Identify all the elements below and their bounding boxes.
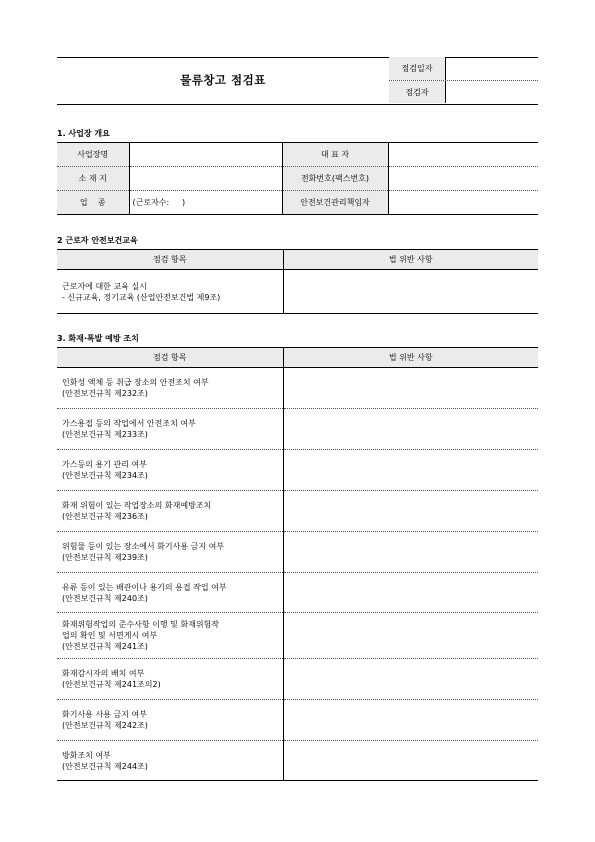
check-item-line: (안전보건규칙 제241조) xyxy=(62,642,148,651)
violation-field[interactable] xyxy=(283,741,538,781)
check-item-line: 업의 확인 및 서면게시 여부 xyxy=(62,631,158,640)
table-row xyxy=(57,491,538,532)
table-header-row xyxy=(57,348,538,368)
column-header-item: 점검 항목 xyxy=(57,348,283,368)
section1-title: 1. 사업장 개요 xyxy=(57,129,110,138)
check-item xyxy=(57,659,283,700)
table-row xyxy=(57,532,538,573)
inspector-field[interactable] xyxy=(446,81,538,103)
table-row xyxy=(57,659,538,700)
representative-label: 대 표 자 xyxy=(282,143,388,167)
violation-field[interactable] xyxy=(283,491,538,532)
check-item xyxy=(57,368,283,409)
fire-prevention-checklist-table xyxy=(57,347,538,781)
table-row xyxy=(57,613,538,659)
violation-field[interactable] xyxy=(283,409,538,450)
check-item-line: 가스용접 등의 작업에서 안전조치 여부 xyxy=(62,419,196,428)
phone-fax-field[interactable] xyxy=(388,167,538,191)
check-item-line: 방화조치 여부 xyxy=(62,750,111,760)
location-field[interactable] xyxy=(129,167,282,191)
check-item xyxy=(57,613,283,659)
check-item xyxy=(57,573,283,613)
check-item-line: 화재감시자의 배치 여부 xyxy=(62,669,145,678)
check-item-line: (안전보건규칙 제232조) xyxy=(62,389,148,398)
check-item xyxy=(57,491,283,532)
workplace-overview-table xyxy=(57,142,538,215)
table-row xyxy=(57,409,538,450)
table-row xyxy=(57,368,538,409)
column-header-violation: 법 위반 사항 xyxy=(283,348,538,368)
check-item-line: (안전보건규칙 제244조) xyxy=(62,761,148,771)
phone-fax-label: 전화번호(팩스번호) xyxy=(282,167,388,191)
workplace-name-field[interactable] xyxy=(129,143,282,167)
industry-field[interactable]: (근로자수: ) xyxy=(129,191,282,215)
table-row xyxy=(57,450,538,491)
check-item-line: 위험물 등이 있는 장소에서 화기사용 금지 여부 xyxy=(62,542,225,551)
violation-field[interactable] xyxy=(283,613,538,659)
check-item xyxy=(57,409,283,450)
inspection-date-field[interactable] xyxy=(446,57,538,80)
table-row xyxy=(57,573,538,613)
check-item-line: (안전보건규칙 제234조) xyxy=(62,471,148,480)
location-label: 소 재 지 xyxy=(57,167,129,191)
column-header-item: 점검 항목 xyxy=(57,250,283,270)
check-item-line: 근로자에 대한 교육 실시 xyxy=(62,281,147,291)
check-item-line: (안전보건규칙 제240조) xyxy=(62,593,148,603)
check-item-line: 화재 위험이 있는 작업장소의 화재예방조치 xyxy=(62,501,212,510)
inspector-label: 점검자 xyxy=(389,81,445,103)
check-item xyxy=(57,700,283,741)
violation-field[interactable] xyxy=(283,532,538,573)
check-item xyxy=(57,741,283,781)
section2-title: 2 근로자 안전보건교육 xyxy=(57,236,138,245)
table-row xyxy=(57,143,538,167)
table-row xyxy=(57,167,538,191)
workplace-name-label: 사업장명 xyxy=(57,143,129,167)
check-item xyxy=(57,532,283,573)
table-row xyxy=(57,741,538,781)
check-item-line: - 신규교육, 정기교육 (산업안전보건법 제9조) xyxy=(62,292,221,302)
check-item xyxy=(57,270,283,314)
table-row xyxy=(57,191,538,215)
industry-label: 업 종 xyxy=(57,191,129,215)
table-row xyxy=(57,270,538,314)
check-item-line: (안전보건규칙 제242조) xyxy=(62,721,148,730)
safety-manager-label: 안전보건관리책임자 xyxy=(282,191,388,215)
violation-field[interactable] xyxy=(283,573,538,613)
violation-field[interactable] xyxy=(283,700,538,741)
inspection-date-label: 점검일자 xyxy=(389,57,445,80)
representative-field[interactable] xyxy=(388,143,538,167)
check-item xyxy=(57,450,283,491)
table-header-row xyxy=(57,250,538,270)
violation-field[interactable] xyxy=(283,450,538,491)
check-item-line: (안전보건규칙 제239조) xyxy=(62,553,148,562)
violation-field[interactable] xyxy=(283,270,538,314)
violation-field[interactable] xyxy=(283,368,538,409)
check-item-line: (안전보건규칙 제233조) xyxy=(62,430,148,439)
check-item-line: 화재위험작업의 준수사항 이행 및 화재위험작 xyxy=(62,620,220,629)
safety-manager-field[interactable] xyxy=(388,191,538,215)
check-item-line: 화기사용 사용 금지 여부 xyxy=(62,710,147,719)
page-title: 물류창고 점검표 xyxy=(180,73,266,87)
check-item-line: (안전보건규칙 제241조의2) xyxy=(62,680,161,689)
check-item-line: 유류 등이 있는 배관이나 용기의 용접 작업 여부 xyxy=(62,582,227,592)
violation-field[interactable] xyxy=(283,659,538,700)
check-item-line: 가스등의 용기 관리 여부 xyxy=(62,460,147,469)
column-header-violation: 법 위반 사항 xyxy=(283,250,538,270)
check-item-line: 인화성 액체 등 취급 장소의 안전조치 여부 xyxy=(62,378,209,387)
section3-title: 3. 화재·폭발 예방 조치 xyxy=(57,334,139,343)
table-row xyxy=(57,700,538,741)
education-checklist-table xyxy=(57,249,538,314)
check-item-line: (안전보건규칙 제236조) xyxy=(62,512,148,521)
